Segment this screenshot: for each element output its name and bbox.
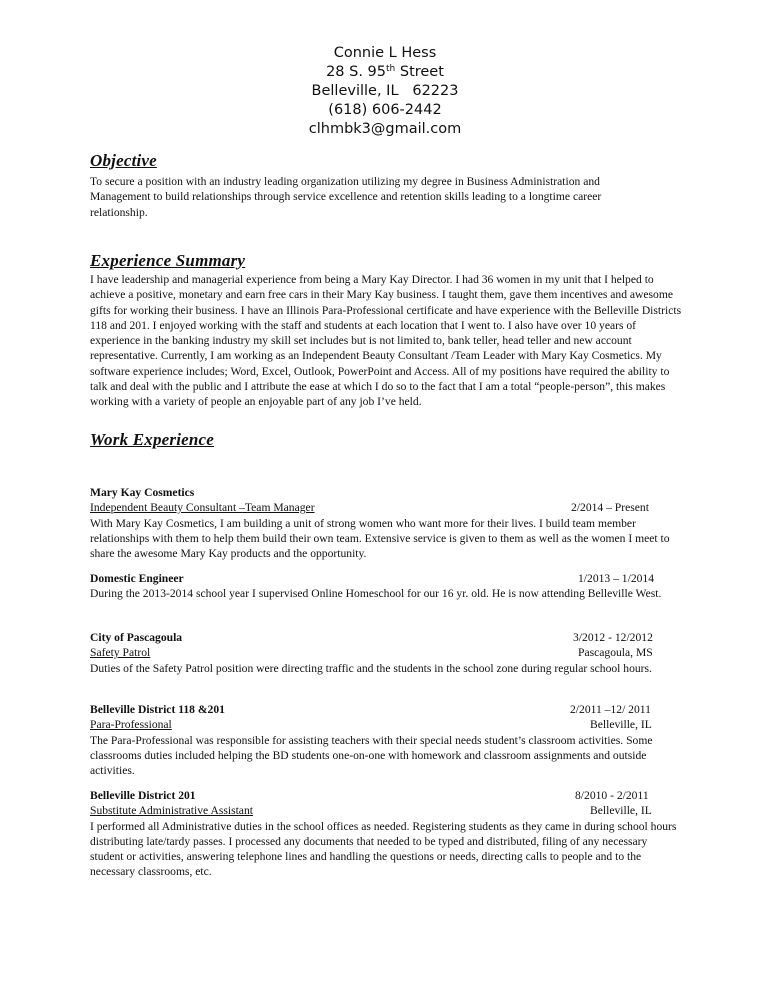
job-role: Independent Beauty Consultant –Team Manager xyxy=(90,501,315,515)
applicant-name: Connie L Hess xyxy=(333,45,437,61)
address-ordinal-suffix: th xyxy=(386,64,396,74)
phone-number: (618) 606-2442 xyxy=(328,102,442,118)
objective-text xyxy=(90,174,658,220)
experience-summary-text xyxy=(90,272,682,410)
job-entry xyxy=(90,485,682,561)
job-entry xyxy=(90,630,682,676)
address-number: 28 S. 95 xyxy=(326,64,387,80)
job-role: Substitute Administrative Assistant xyxy=(90,804,253,818)
job-description: Duties of the Safety Patrol position were directing traffic and the students in the school zone during regular school hours. xyxy=(90,661,652,675)
job-description: I performed all Administrative duties in the school offices as needed. Registering students as they came in during school hours distributing late/tardy passes. I processed any documents that needed to be typed and distributed, filing of any necessary student or activities, answering telephone lines and handling the questions or needs, directing calls to people and to the necessary classrooms, etc. xyxy=(90,819,677,879)
job-dates: 2/2014 – Present xyxy=(571,501,649,515)
job-company: Mary Kay Cosmetics xyxy=(90,486,195,499)
address-street: Street xyxy=(395,64,444,80)
job-description: The Para-Professional was responsible for assisting teachers with their special needs student’s classroom activities. Some classrooms duties included helping the BD students one-on-one with homework and classroom assignments and outside activities. xyxy=(90,733,653,778)
objective-heading: Objective xyxy=(90,151,157,170)
job-company: Domestic Engineer xyxy=(90,572,184,585)
objective-paragraph: To secure a position with an industry leading organization utilizing my degree in Business Administration and Management to build relationships through service excellence and retention skills leading to a longtime career relationship. xyxy=(90,175,602,219)
job-dates: 8/2010 - 2/2011 xyxy=(575,789,649,802)
job-role: Safety Patrol xyxy=(90,646,151,660)
work-experience-heading: Work Experience xyxy=(90,430,215,449)
job-description: During the 2013-2014 school year I supervised Online Homeschool for our 16 yr. old. He is now attending Belleville West. xyxy=(90,587,662,601)
job-location: Pascagoula, MS xyxy=(578,646,653,660)
job-company: Belleville District 118 &201 xyxy=(90,703,225,716)
job-location: Belleville, IL xyxy=(590,718,652,732)
job-dates: 2/2011 –12/ 2011 xyxy=(570,703,651,716)
job-entry xyxy=(90,702,682,778)
job-company: Belleville District 201 xyxy=(90,789,196,802)
address-street-line xyxy=(2,63,768,82)
contact-header xyxy=(0,44,768,139)
job-description: With Mary Kay Cosmetics, I am building a unit of strong women who want more for their lives. I build team member relationships with them to help them build their own team. Extensive service is given to them as well as the women I meet to share the awesome Mary Kay products and the opportunity. xyxy=(90,516,670,561)
job-dates: 3/2012 - 12/2012 xyxy=(573,631,653,644)
job-company: City of Pascagoula xyxy=(90,631,183,644)
job-role: Para-Professional xyxy=(90,718,172,732)
experience-summary-heading: Experience Summary xyxy=(90,251,246,270)
job-entry xyxy=(90,571,682,602)
job-entry xyxy=(90,788,682,880)
job-location: Belleville, IL xyxy=(590,804,652,818)
address-city-line: Belleville, IL 62223 xyxy=(311,83,459,99)
experience-summary-paragraph: I have leadership and managerial experience from being a Mary Kay Director. I had 36 women in my unit that I helped to achieve a positive, monetary and earn free cars in their Mary Kay business. I taught them, gave them incentives and awesome gifts for working their business. I have an Illinois Para-Professional certificate and have experience with the Belleville Districts 118 and 201. I enjoyed working with the staff and students at each location that I went to. I also have over 10 years of experience in the banking industry my skill set includes but is not limited to, bank teller, head teller and new account representative. Currently, I am working as an Independent Beauty Consultant /Team Leader with Mary Kay Cosmetics. My software experience includes; Word, Excel, Outlook, PowerPoint and Access. All of my positions have required the ability to talk and deal with the public and I attribute the ease at which I do so to the fact that I am a total “people-person”, this makes working with a variety of people an enjoyable part of any job I’ve held. xyxy=(90,273,682,409)
email-address: clhmbk3@gmail.com xyxy=(308,121,462,137)
job-dates: 1/2013 – 1/2014 xyxy=(578,572,655,585)
